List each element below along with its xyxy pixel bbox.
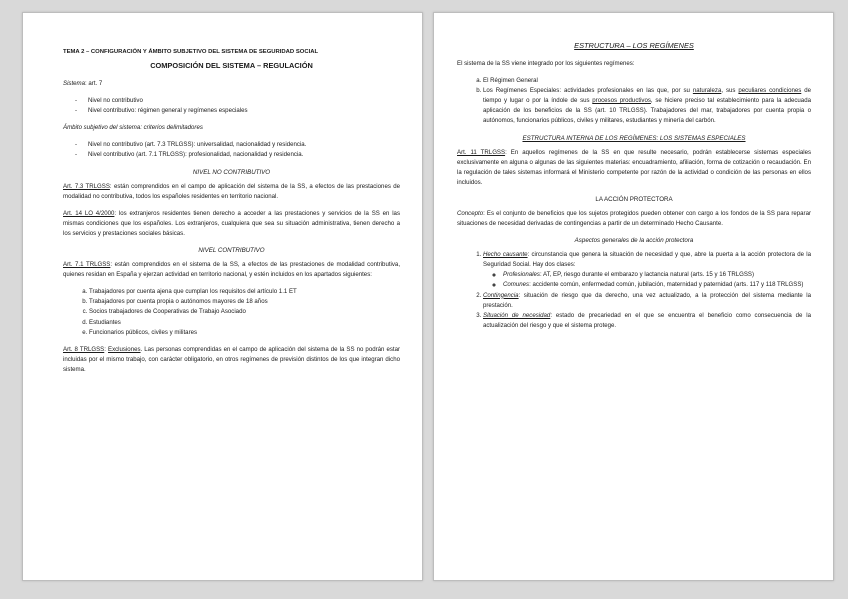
situacion-necesidad-text: : estado de precariedad en el que se encuentra el beneficio como consecuencia de la actualización del riesgo y que el sistema protege. — [483, 311, 812, 329]
sistema-paragraph — [63, 79, 400, 89]
clases-list — [483, 270, 811, 290]
list-item: - Nivel contributivo: régimen general y regímenes especiales — [75, 106, 400, 116]
ambito-list — [75, 140, 400, 160]
art-8-ref: Art. 8 TRLGSS — [63, 345, 105, 353]
heading-nivel-no-contributivo: NIVEL NO CONTRIBUTIVO — [192, 168, 271, 176]
list-item — [503, 280, 811, 290]
art-7-3-text: : están comprendidos en el campo de aplicación del sistema de la SS, a efectos de las prestaciones de modalidad no contributiva, todos los españoles residentes en territorio nacional. — [63, 182, 400, 200]
heading-aspectos-generales: Aspectos generales de la acción protectora — [574, 237, 694, 245]
reg-b-text: Los Regímenes Especiales: actividades profesionales en las que, por su — [483, 87, 693, 95]
naturaleza-term: naturaleza — [692, 87, 722, 95]
section-title-composicion: COMPOSICIÓN DEL SISTEMA – REGULACIÓN — [150, 61, 313, 70]
art-7-3-ref: Art. 7.3 TRLGSS — [63, 182, 110, 190]
exclusiones-label: Exclusiones — [108, 345, 141, 353]
sistema-list — [75, 96, 400, 116]
list-item: b. Trabajadores por cuenta propia o autónomos mayores de 18 años — [89, 297, 400, 307]
art-14-ref: Art. 14 LO 4/2000 — [63, 209, 115, 217]
profesionales-label: Profesionales — [503, 271, 540, 279]
list-item: d. Estudiantes — [89, 318, 400, 328]
aspectos-list — [471, 250, 811, 331]
section-title-estructura: ESTRUCTURA – LOS REGÍMENES — [574, 41, 694, 50]
document-header: TEMA 2 – CONFIGURACIÓN Y ÁMBITO SUBJETIVO DEL SISTEMA DE SEGURIDAD SOCIAL — [63, 49, 319, 55]
art-11-text: : En aquellos regímenes de la SS en que resulte necesario, podrán establecerse sistemas especiales exclusivamente en alguna o algunas de las siguientes materias: encuadramiento, afiliación, forma de cotización o recaudación. En la regulación de tales sistemas informará el Ministerio competente por razón de la actividad o condición de las personas en ellos incluidos. — [457, 148, 812, 186]
art-11-paragraph — [457, 148, 811, 188]
list-item — [483, 86, 811, 126]
procesos-term: procesos productivos — [592, 97, 651, 105]
concepto-text: : Es el conjunto de beneficios que los sujetos protegidos pueden obtener con cargo a los fondos de la SS para reparar situaciones de necesidad derivadas de contingencias a partir de un determinado Hecho Causante. — [457, 209, 811, 228]
heading-nivel-contributivo: NIVEL CONTRIBUTIVO — [198, 247, 265, 255]
art-14-text: : los extranjeros residentes tienen derecho a acceder a las prestaciones y servicios de la SS en las mismas condiciones que los españoles. Los extranjeros, cualquiera que sea su situación administrativa, tienen derecho a los servicios y prestaciones sociales básicas. — [63, 209, 400, 237]
list-item: a. Trabajadores por cuenta ajena que cumplan los requisitos del artículo 1.1 ET — [89, 287, 400, 297]
art-7-3-paragraph — [63, 182, 400, 202]
art-8-sep: : — [104, 345, 108, 353]
document-page-left — [22, 12, 423, 581]
sistema-text: : art. 7 — [85, 80, 103, 87]
art-14-paragraph — [63, 209, 400, 239]
art-7-1-ref: Art. 7.1 TRLGSS — [63, 261, 111, 269]
list-item — [503, 270, 811, 280]
reg-b-text: , sus — [721, 87, 739, 95]
list-item: c. Socios trabajadores de Cooperativas de Trabajo Asociado — [89, 307, 400, 317]
art-8-paragraph — [63, 345, 400, 375]
list-item — [483, 250, 811, 290]
list-item — [483, 311, 811, 331]
contingencia-text: : situación de riesgo que da derecho, una vez actualizado, a la protección del sistema mediante la prestación. — [483, 291, 811, 309]
reg-b-text: de tiempo y lugar o por la índole de sus — [483, 87, 811, 105]
list-item: a. El Régimen General — [483, 76, 811, 86]
heading-accion-protectora: LA ACCIÓN PROTECTORA — [595, 195, 673, 203]
list-item: e. Funcionarios públicos, civiles y militares — [89, 328, 400, 338]
regimenes-intro: El sistema de la SS viene integrado por los siguientes regímenes: — [457, 60, 635, 67]
situacion-necesidad-label: Situación de necesidad — [483, 311, 551, 319]
document-page-right — [433, 12, 834, 581]
contingencia-label: Contingencia — [483, 291, 519, 299]
concepto-paragraph — [457, 209, 811, 229]
art-7-1-list — [77, 287, 400, 337]
hecho-causante-label: Hecho causante — [483, 251, 528, 259]
list-item: - Nivel no contributivo — [75, 96, 400, 106]
reg-b-text: , se hiciere preciso tal establecimiento para la adecuada aplicación de los beneficios de la SS (art. 10 TRLGSS). Trabajadores del mar, trabajadores por cuenta propia o autónomos, funcionarios públicos, civiles y militares, estudiantes y minería del carbón. — [483, 97, 811, 125]
ambito-heading: Ámbito subjetivo del sistema: criterios delimitadores — [63, 124, 203, 132]
heading-estructura-interna: ESTRUCTURA INTERNA DE LOS REGÍMENES: LOS SISTEMAS ESPECIALES — [522, 134, 746, 142]
regimenes-list — [471, 76, 811, 126]
comunes-label: Comunes — [503, 281, 530, 289]
art-7-1-paragraph — [63, 260, 400, 280]
profesionales-text: : AT, EP, riesgo durante el embarazo y lactancia natural (arts. 15 y 16 TRLGSS) — [539, 271, 755, 279]
list-item: - Nivel contributivo (art. 7.1 TRLGSS): profesionalidad, nacionalidad y residencia. — [75, 150, 400, 160]
list-item — [483, 291, 811, 311]
list-item: - Nivel no contributivo (art. 7.3 TRLGSS): universalidad, nacionalidad y residencia. — [75, 140, 400, 150]
art-8-text: . Las personas comprendidas en el campo de aplicación del sistema de la SS no podrán estar incluidas por el mismo trabajo, con carácter obligatorio, en otros regímenes de previsión distintos de los que integran dicho sistema. — [63, 345, 400, 373]
hecho-causante-text: : circunstancia que genera la situación de necesidad y que, abre la puerta a la acción protectora de la Seguridad Social. Hay dos clases: — [483, 251, 811, 269]
concepto-label: Concepto — [457, 209, 484, 217]
art-11-ref: Art. 11 TRLGSS — [457, 148, 506, 156]
comunes-text: : accidente común, enfermedad común, jubilación, maternidad y paternidad (arts. 117 y 118 TRLGSS) — [529, 281, 804, 289]
sistema-label: Sistema — [63, 80, 86, 87]
art-7-1-text: : están comprendidos en el sistema de la SS, a efectos de las prestaciones de modalidad contributiva, quienes residan en España y ejerzan actividad en territorio nacional, y estén incluidos en los apartados siguientes: — [63, 261, 401, 279]
peculiares-term: peculiares condiciones — [738, 87, 802, 95]
